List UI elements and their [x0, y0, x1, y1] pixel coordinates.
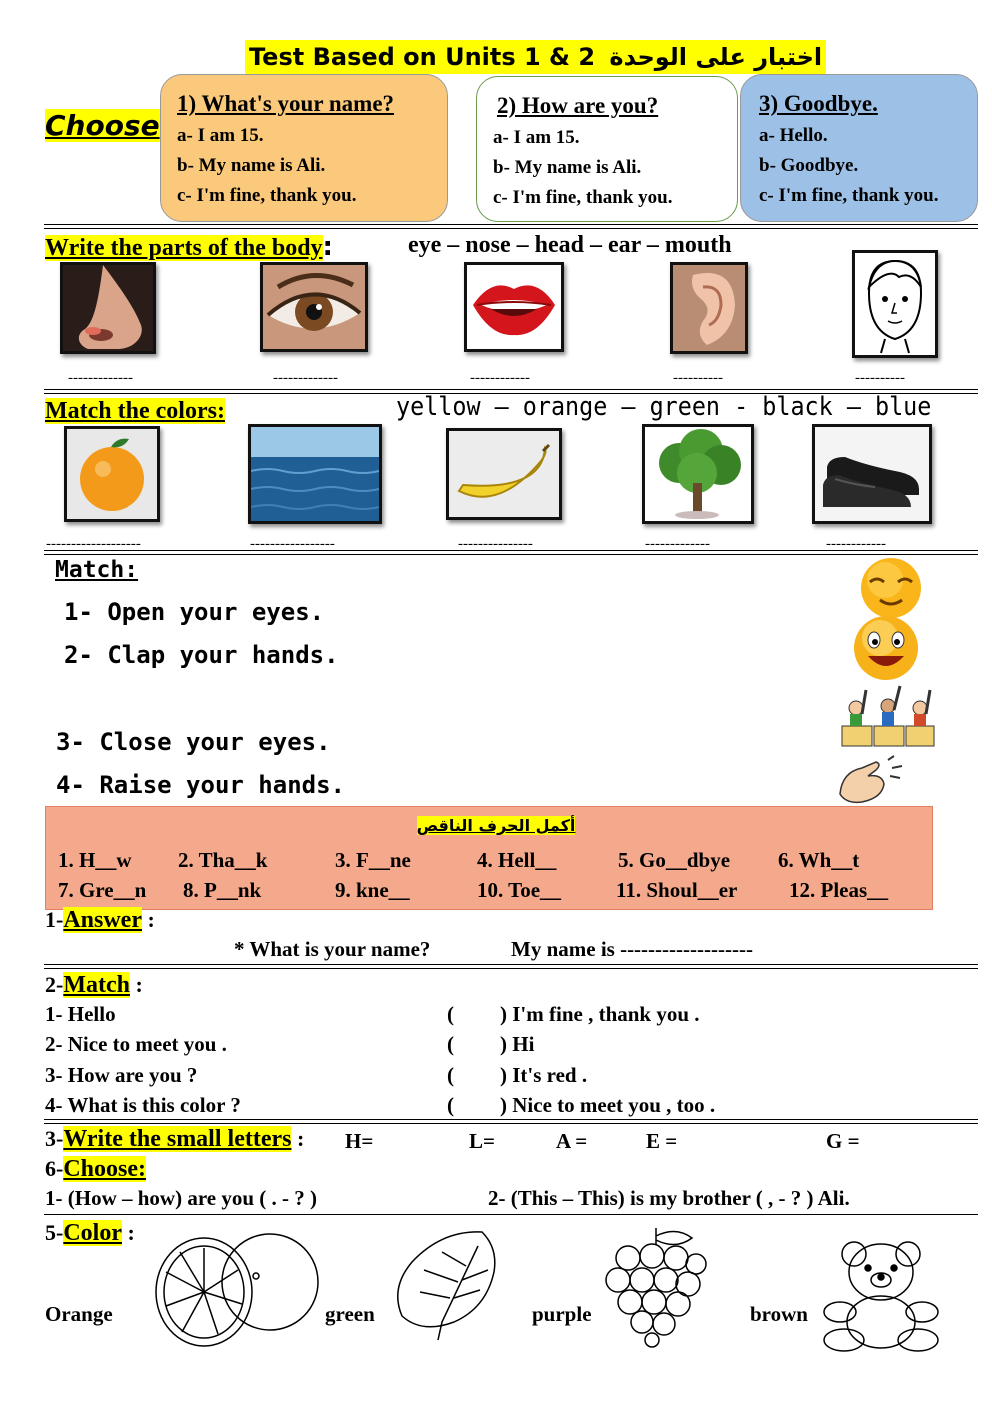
match-action-4: 4- Raise your hands.: [56, 771, 345, 799]
match2-heading: 2-Match :: [45, 972, 143, 998]
match2-left-2: 2- Nice to meet you .: [45, 1032, 227, 1056]
match-action-1: 1- Open your eyes.: [64, 598, 325, 626]
grapes-outline-icon[interactable]: [600, 1224, 712, 1353]
match2-right-3: ) It's red .: [500, 1063, 588, 1087]
small-letter-e[interactable]: E =: [646, 1129, 678, 1153]
choose-option-c: c- I'm fine, thank you.: [493, 187, 673, 208]
banana-picture: [446, 428, 562, 520]
choose-option-c: c- I'm fine, thank you.: [177, 185, 357, 206]
choose-option-c: c- I'm fine, thank you.: [759, 185, 939, 206]
sea-picture: [248, 424, 382, 524]
color-answer-blank-2[interactable]: -----------------: [250, 536, 335, 552]
choose-option-a: a- I am 15.: [177, 125, 264, 146]
answer-reply[interactable]: My name is -------------------: [511, 937, 753, 961]
eye-icon: [263, 265, 365, 349]
raise-hands-icon: [838, 680, 938, 757]
missing-letter-9[interactable]: 9. kne__: [335, 878, 410, 902]
divider: [44, 964, 978, 969]
choose-option-a: a- Hello.: [759, 125, 828, 146]
title-arabic: اختبار على الوحدة: [609, 43, 823, 71]
match2-right-4: ) Nice to meet you , too .: [500, 1093, 716, 1117]
choose2-question-1[interactable]: 1- (How – how) are you ( . - ? ): [45, 1186, 317, 1210]
color-answer-blank-4[interactable]: -------------: [645, 536, 710, 552]
choose-box-3: [740, 74, 978, 222]
choose-option-a: a- I am 15.: [493, 127, 580, 148]
small-letters-heading: 3-Write the small letters :: [45, 1126, 305, 1152]
shoe-icon: [815, 427, 929, 521]
choose-label: Choose: [45, 109, 160, 142]
clap-hands-icon: [832, 754, 908, 811]
match-actions-heading: Match:: [55, 557, 139, 583]
banana-icon: [449, 431, 559, 517]
small-letter-h[interactable]: H=: [345, 1129, 374, 1153]
color-word-orange: Orange: [45, 1302, 113, 1326]
body-answer-blank-2[interactable]: -------------: [273, 370, 338, 386]
choose-option-b: b- My name is Ali.: [177, 155, 326, 176]
title-english: Test Based on Units 1 & 2: [249, 43, 596, 71]
small-letter-g[interactable]: G =: [826, 1129, 860, 1153]
nose-icon: [63, 265, 153, 351]
missing-letter-5[interactable]: 5. Go__dbye: [618, 848, 731, 872]
missing-letter-11[interactable]: 11. Shoul__er: [616, 878, 738, 902]
missing-letter-8[interactable]: 8. P__nk: [183, 878, 262, 902]
answer-heading: 1-Answer :: [45, 907, 155, 933]
leaf-outline-icon[interactable]: [382, 1222, 506, 1349]
answer-question: * What is your name?: [234, 937, 431, 961]
missing-letter-12[interactable]: 12. Pleas__: [789, 878, 889, 902]
orange-icon: [67, 429, 157, 519]
choose-option-b: b- Goodbye.: [759, 155, 859, 176]
match2-left-4: 4- What is this color ?: [45, 1093, 241, 1117]
match2-left-3: 3- How are you ?: [45, 1063, 198, 1087]
head-icon: [855, 253, 935, 355]
orange-outline-icon[interactable]: [148, 1226, 322, 1357]
choose-question-3: 3) Goodbye.: [759, 91, 878, 116]
small-letter-a[interactable]: A =: [556, 1129, 588, 1153]
match2-paren-3[interactable]: (: [447, 1063, 454, 1087]
head-picture: [852, 250, 938, 358]
missing-letter-4[interactable]: 4. Hell__: [477, 848, 557, 872]
body-answer-blank-1[interactable]: -------------: [68, 370, 133, 386]
ear-icon: [673, 265, 745, 351]
divider: [44, 550, 978, 555]
color-word-purple: purple: [532, 1302, 592, 1326]
mouth-picture: [464, 262, 564, 352]
page-title: [245, 40, 826, 74]
choose2-heading: 6-Choose:: [45, 1156, 146, 1182]
colors-heading: Match the colors:: [45, 398, 225, 424]
missing-letter-10[interactable]: 10. Toe__: [477, 878, 562, 902]
choose-box-2: [476, 76, 738, 222]
colors-word-bank: yellow – orange – green - black – blue: [396, 392, 932, 422]
sea-icon: [251, 427, 379, 521]
ear-picture: [670, 262, 748, 354]
match-action-2: 2- Clap your hands.: [64, 641, 339, 669]
color-answer-blank-3[interactable]: ---------------: [458, 536, 533, 552]
tree-icon: [645, 427, 751, 521]
tree-picture: [642, 424, 754, 524]
choose-option-b: b- My name is Ali.: [493, 157, 642, 178]
body-answer-blank-4[interactable]: ----------: [673, 370, 723, 386]
color-word-green: green: [325, 1302, 375, 1326]
match2-paren-4[interactable]: (: [447, 1093, 454, 1117]
eye-picture: [260, 262, 368, 352]
choose-question-2: 2) How are you?: [497, 93, 659, 118]
body-parts-heading: Write the parts of the body:: [45, 232, 333, 262]
nose-picture: [60, 262, 156, 354]
choose2-question-2[interactable]: 2- (This – This) is my brother ( , - ? ) Ali.: [488, 1186, 850, 1210]
divider: [44, 1214, 978, 1215]
body-answer-blank-5[interactable]: ----------: [855, 370, 905, 386]
mouth-icon: [467, 265, 561, 349]
match2-left-1: 1- Hello: [45, 1002, 116, 1026]
choose-question-1: 1) What's your name?: [177, 91, 395, 116]
match2-paren-1[interactable]: (: [447, 1002, 454, 1026]
missing-letter-2[interactable]: 2. Tha__k: [178, 848, 268, 872]
body-answer-blank-3[interactable]: ------------: [470, 370, 530, 386]
missing-letters-heading: أكمل الحرف الناقص: [416, 816, 576, 835]
small-letter-l[interactable]: L=: [469, 1129, 495, 1153]
happy-face-icon: [846, 614, 926, 687]
missing-letter-7[interactable]: 7. Gre__n: [58, 878, 147, 902]
body-parts-word-bank: eye – nose – head – ear – mouth: [408, 232, 732, 258]
divider: [44, 224, 978, 229]
shoe-picture: [812, 424, 932, 524]
choose-box-1: [160, 74, 448, 222]
missing-letter-1[interactable]: 1. H__w: [58, 848, 132, 872]
color-answer-blank-1[interactable]: -------------------: [46, 536, 141, 552]
missing-letter-3[interactable]: 3. F__ne: [335, 848, 411, 872]
color-answer-blank-5[interactable]: ------------: [826, 536, 886, 552]
color-heading: 5-Color :: [45, 1220, 135, 1246]
color-word-brown: brown: [750, 1302, 808, 1326]
divider: [44, 1119, 978, 1124]
match-action-3: 3- Close your eyes.: [56, 728, 331, 756]
match2-paren-2[interactable]: (: [447, 1032, 454, 1056]
match2-right-2: ) Hi: [500, 1032, 535, 1056]
match2-right-1: ) I'm fine , thank you .: [500, 1002, 700, 1026]
teddy-bear-outline-icon[interactable]: [818, 1236, 944, 1357]
missing-letter-6[interactable]: 6. Wh__t: [778, 848, 860, 872]
orange-picture: [64, 426, 160, 522]
